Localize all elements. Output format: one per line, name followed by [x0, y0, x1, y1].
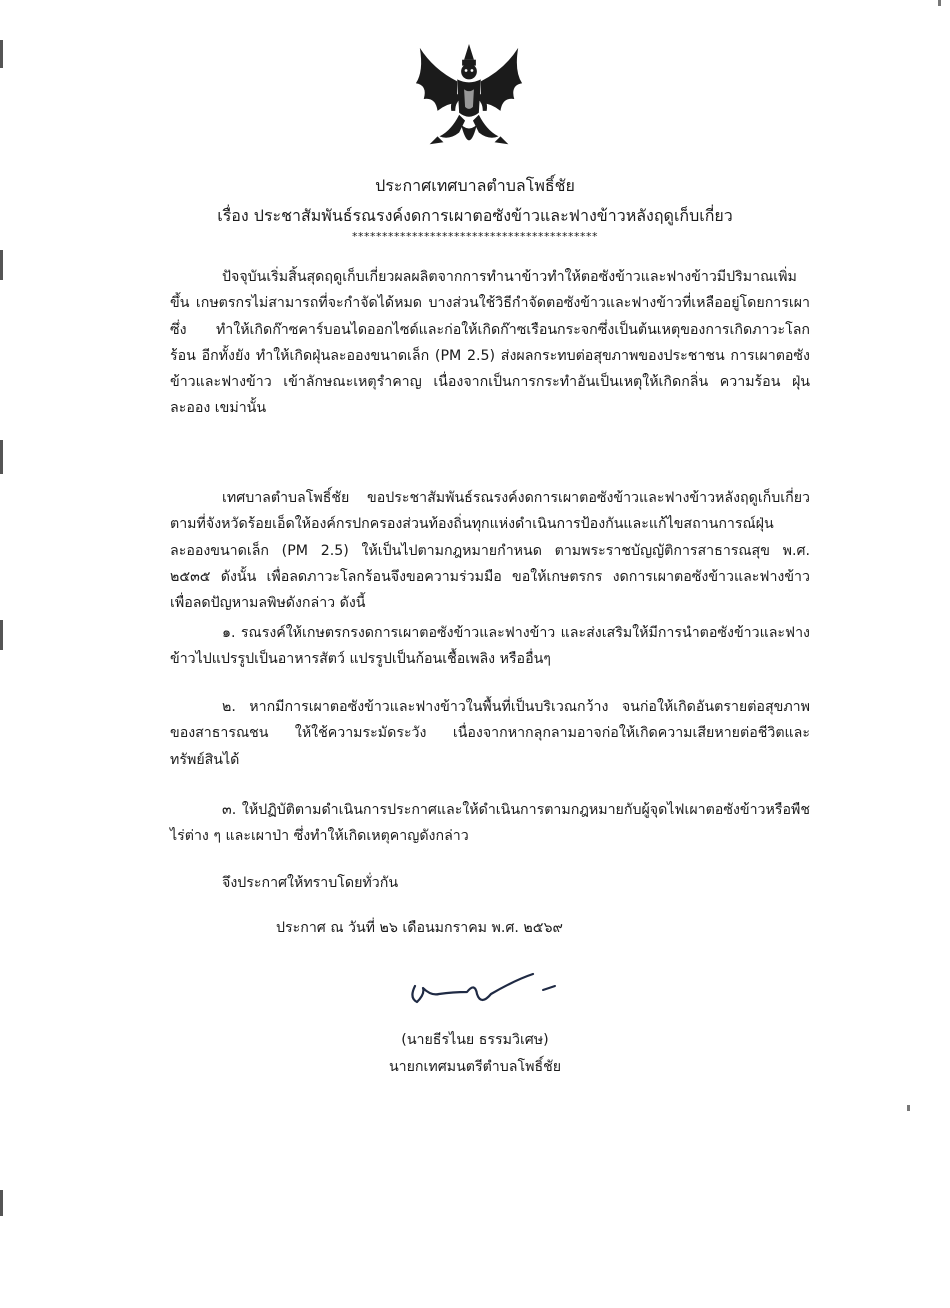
- signatory-name: (นายธีรไนย ธรรมวิเศษ): [401, 1032, 549, 1048]
- scan-speck: [907, 1105, 910, 1111]
- measure-item-3-text: ๓. ให้ปฏิบัติตามดำเนินการประกาศและให้ดำเนินการตามกฎหมายกับผู้จุดไฟเผาตอซังข้าวหรือพืชไร่ต่าง ๆ และเผาป่า ซึ่งทำให้เกิดเหตุคาญดังกล่าว: [170, 802, 810, 845]
- body-paragraph-2: [170, 485, 810, 616]
- body-paragraph-1: [170, 264, 810, 422]
- announcement-date: ประกาศ ณ วันที่ ๒๖ เดือนมกราคม พ.ศ. ๒๕๖๙: [276, 920, 563, 936]
- garuda-emblem-icon: [410, 42, 528, 160]
- announcement-subject: เรื่อง ประชาสัมพันธ์รณรงค์งดการเผาตอซังข้าวและฟางข้าวหลังฤดูเก็บเกี่ยว: [217, 206, 733, 225]
- measure-item-1-text: ๑. รณรงค์ให้เกษตรกรงดการเผาตอซังข้าวและฟางข้าว และส่งเสริมให้มีการนำตอซังข้าวและฟางข้าวไปแปรรูปเป็นอาหารสัตว์ แปรรูปเป็นก้อนเชื้อเพลิง หรืออื่นๆ: [170, 625, 810, 668]
- measure-item-2: [170, 694, 810, 773]
- scan-speck: [938, 0, 941, 6]
- scan-edge-mark: [0, 40, 3, 68]
- measure-item-3: [170, 797, 810, 850]
- announcement-title: ประกาศเทศบาลตำบลโพธิ์ชัย: [375, 176, 575, 195]
- signatory-position: นายกเทศมนตรีตำบลโพธิ์ชัย: [388, 1059, 562, 1075]
- handwritten-signature: [405, 964, 565, 1014]
- scan-edge-mark: [0, 440, 3, 474]
- separator-line: *****************************************: [352, 230, 598, 243]
- body-paragraph-1-text: ปัจจุบันเริ่มสิ้นสุดฤดูเก็บเกี่ยวผลผลิตจากการทำนาข้าวทำให้ตอซังข้าวและฟางข้าวมีปริมาณเพิ่มขึ้น เกษตรกรไม่สามารถที่จะกำจัดได้หมด บางส่วนใช้วิธีกำจัดตอซังข้าวและฟางข้าวที่เหลืออยู่โดยการเผา ซึ่ง ทำให้เกิดก๊าซคาร์บอนไดออกไซด์และก่อให้เกิดก๊าซเรือนกระจกซึ่งเป็นต้นเหตุของการเกิดภาวะโลกร้อน อีกทั้งยัง ทำให้เกิดฝุ่นละอองขนาดเล็ก (PM 2.5) ส่งผลกระทบต่อสุขภาพของประชาชน การเผาตอซังข้าวและฟางข้าว เข้าลักษณะเหตุรำคาญ เนื่องจากเป็นการกระทำอันเป็นเหตุให้เกิดกลิ่น ความร้อน ฝุ่น ละออง เขม่านั้น: [170, 269, 810, 417]
- measure-item-1: [170, 620, 810, 673]
- scan-edge-mark: [0, 1190, 3, 1216]
- measure-item-2-text: ๒. หากมีการเผาตอซังข้าวและฟางข้าวในพื้นที่เป็นบริเวณกว้าง จนก่อให้เกิดอันตรายต่อสุขภาพของสาธารณชน ให้ใช้ความระมัดระวัง เนื่องจากหากลุกลามอาจก่อให้เกิดความเสียหายต่อชีวิตและทรัพย์สินได้: [170, 699, 810, 768]
- closing-statement: จึงประกาศให้ทราบโดยทั่วกัน: [222, 875, 399, 891]
- body-paragraph-2-text: เทศบาลตำบลโพธิ์ชัย ขอประชาสัมพันธ์รณรงค์งดการเผาตอซังข้าวและฟางข้าวหลังฤดูเก็บเกี่ยว ตามที่จังหวัดร้อยเอ็ดให้องค์กรปกครองส่วนท้องถิ่นทุกแห่งดำเนินการป้องกันและแก้ไขสถานการณ์ฝุ่นละอองขนาดเล็ก (PM 2.5) ให้เป็นไปตามกฎหมายกำหนด ตามพระราชบัญญัติการสาธารณสุข พ.ศ. ๒๕๓๕ ดังนั้น เพื่อลดภาวะโลกร้อนจึงขอความร่วมมือ ขอให้เกษตรกร งดการเผาตอซังข้าวและฟางข้าว เพื่อลดปัญหามลพิษดังกล่าว ดังนี้: [170, 490, 810, 612]
- scan-edge-mark: [0, 250, 3, 280]
- scan-edge-mark: [0, 620, 3, 650]
